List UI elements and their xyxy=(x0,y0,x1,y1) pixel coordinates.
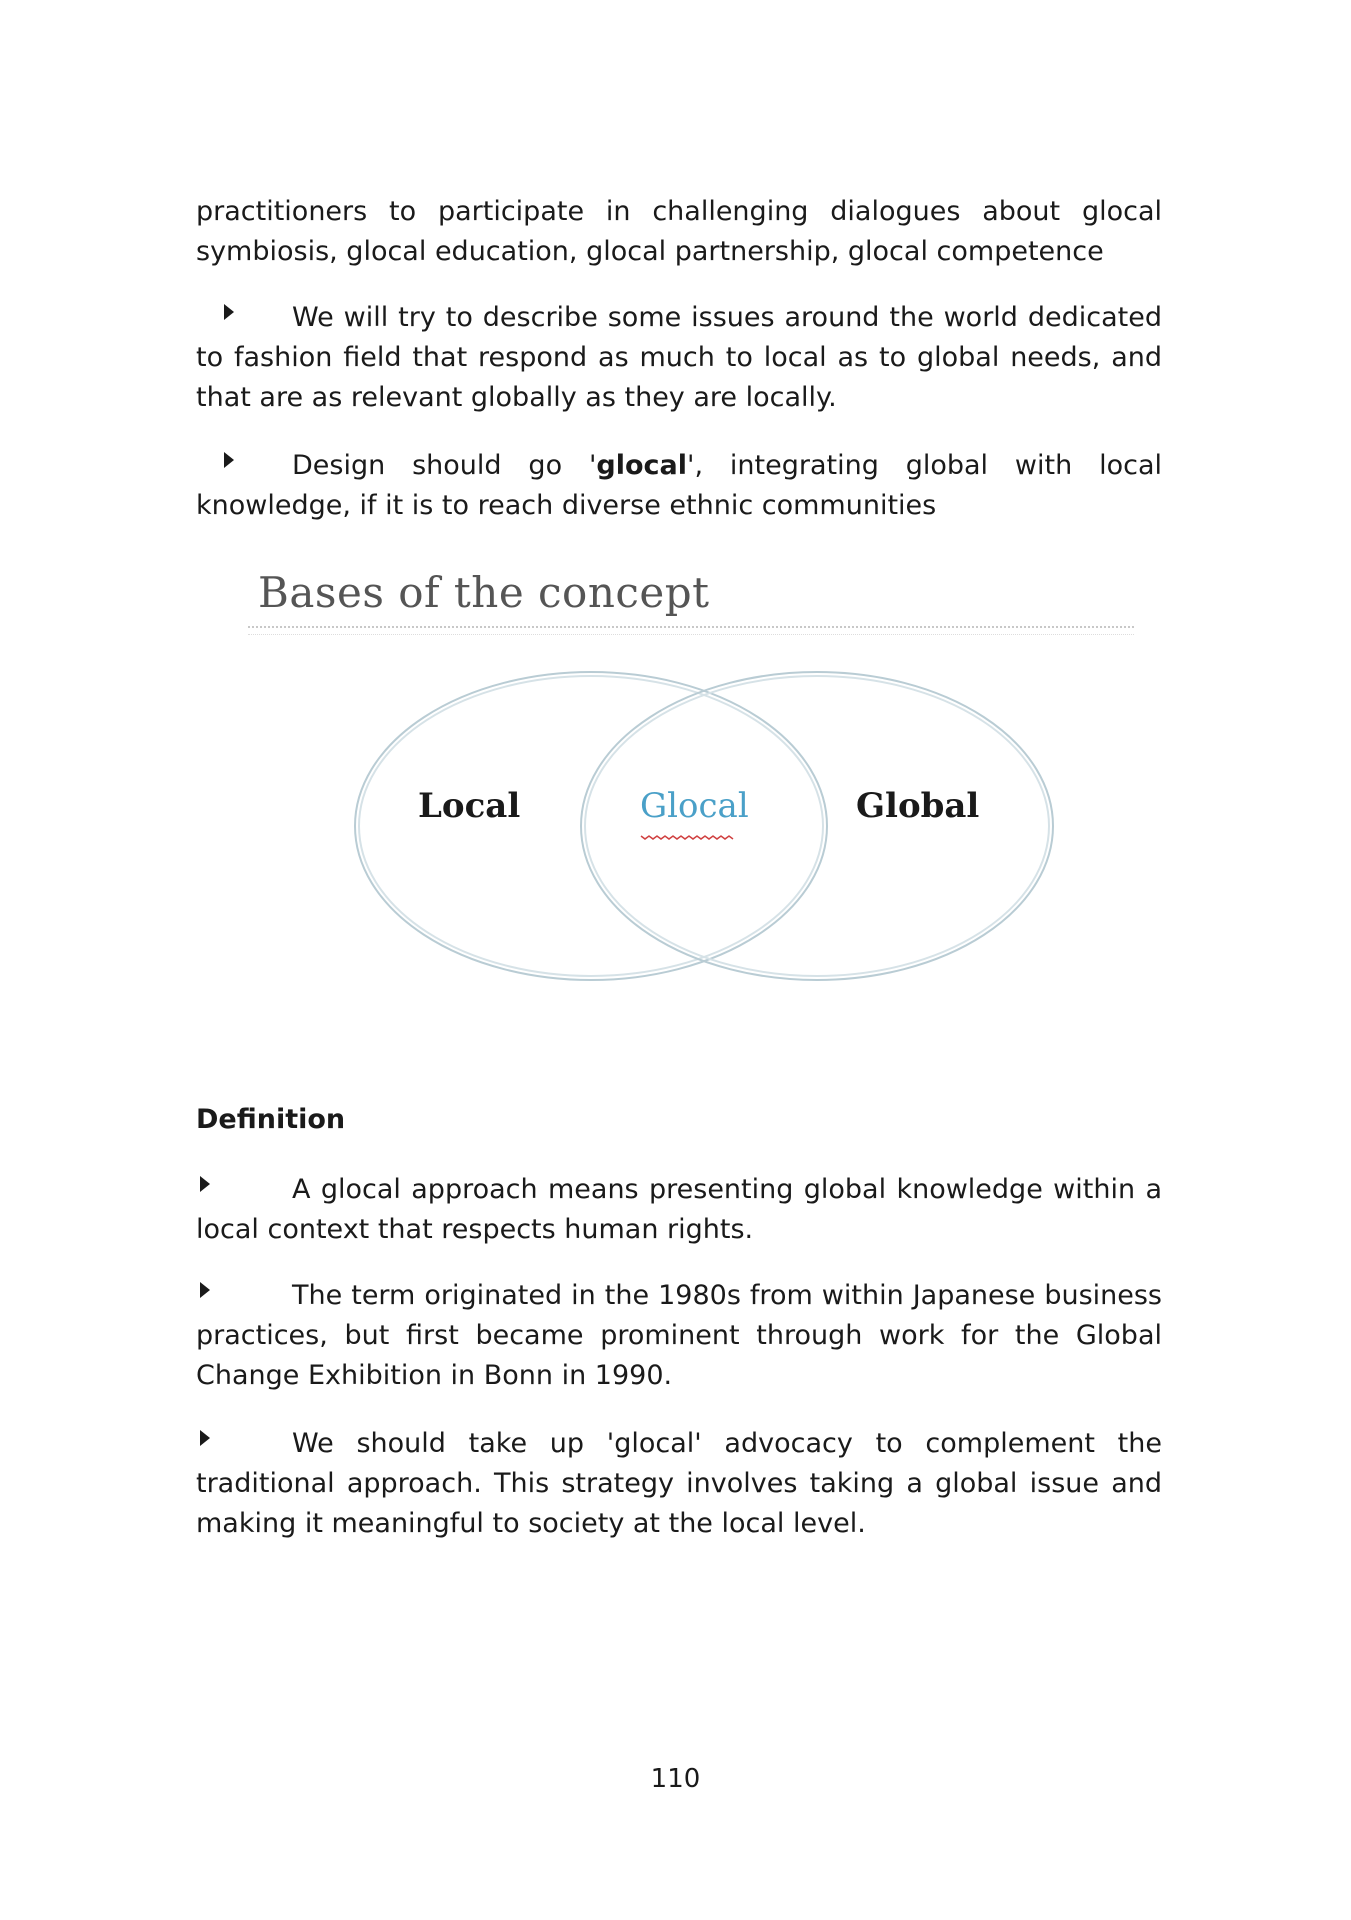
definition-text-3: We should take up 'glocal' advocacy to complement the traditional approach. This strategy involves taking a global issue and making it meaningful to society at the local level. xyxy=(196,1428,1162,1539)
spellcheck-squiggle xyxy=(641,836,733,839)
bullet-text-1: We will try to describe some issues around the world dedicated to fashion field that respond as much to local as to global needs, and that are as relevant globally as they are locally. xyxy=(196,302,1162,413)
page-number: 110 xyxy=(650,1764,701,1794)
venn-diagram xyxy=(246,560,1146,1020)
local-circle xyxy=(355,672,827,980)
definition-text-1: A glocal approach means presenting global knowledge within a local context that respects human rights. xyxy=(196,1174,1162,1245)
diagram-title: Bases of the concept xyxy=(258,568,710,617)
definition-bullet-3 xyxy=(196,1424,1162,1544)
definition-heading: Definition xyxy=(196,1104,346,1135)
definition-text-2: The term originated in the 1980s from within Japanese business practices, but first became prominent through work for the Global Change Exhibition in Bonn in 1990. xyxy=(196,1280,1162,1391)
definition-bullet-2 xyxy=(196,1276,1162,1396)
global-circle xyxy=(581,672,1053,980)
intro-paragraph-block xyxy=(196,192,1162,272)
bullet-paragraph-2 xyxy=(196,446,1162,526)
bullet-text-2-bold: glocal xyxy=(596,450,688,481)
glocal-label: Glocal xyxy=(640,786,749,826)
bullet-paragraph-1 xyxy=(196,298,1162,418)
intro-paragraph: practitioners to participate in challenging dialogues about glocal symbiosis, glocal education, glocal partnership, glocal competence xyxy=(196,196,1162,267)
definition-bullet-1 xyxy=(196,1170,1162,1250)
bullet-text-2-start: Design should go ' xyxy=(292,450,597,481)
global-label: Global xyxy=(856,786,980,826)
bullet-text-2-end: ', integrating global with local knowledge, if it is to reach diverse ethnic communities xyxy=(196,450,1163,521)
local-label: Local xyxy=(418,786,521,826)
